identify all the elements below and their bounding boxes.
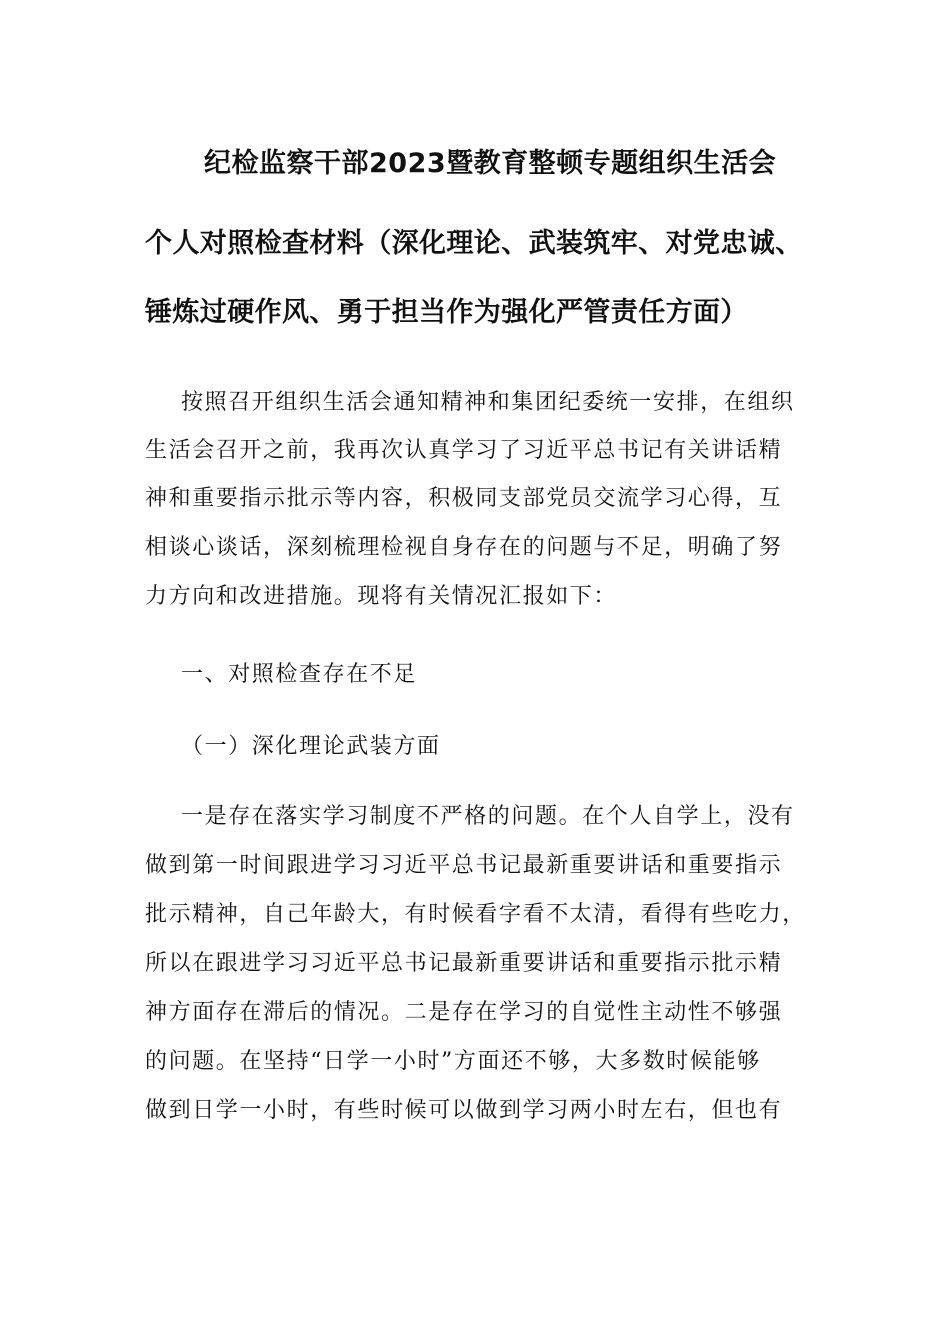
subsection-heading: （一）深化理论武装方面 (181, 734, 441, 759)
section-paragraph-line: 所以在跟进学习习近平总书记最新重要讲话和重要指示批示精 (145, 951, 783, 976)
section-paragraph-line: 神方面存在滞后的情况。二是存在学习的自觉性主动性不够强 (145, 1000, 783, 1025)
document-title-line-1: 纪检监察干部2023暨教育整顿专题组织生活会 (204, 148, 777, 179)
intro-paragraph-line: 神和重要指示批示等内容，积极同支部党员交流学习心得，互 (145, 486, 783, 511)
intro-paragraph-line: 生活会召开之前，我再次认真学习了习近平总书记有关讲话精 (145, 438, 783, 463)
section-paragraph-line: 的问题。在坚持“日学一小时”方面还不够，大多数时候能够 (145, 1049, 761, 1074)
intro-paragraph-line: 按照召开组织生活会通知精神和集团纪委统一安排，在组织 (181, 390, 795, 415)
section-paragraph-line: 批示精神，自己年龄大，有时候看字看不太清，看得有些吃力， (145, 902, 806, 927)
section-heading: 一、对照检查存在不足 (181, 662, 418, 687)
section-paragraph-line: 一是存在落实学习制度不严格的问题。在个人自学上，没有 (181, 804, 795, 829)
document-title-line-3: 锤炼过硬作风、勇于担当作为强化严管责任方面） (145, 297, 748, 328)
intro-paragraph-line: 相谈心谈话，深刻梳理检视自身存在的问题与不足，明确了努 (145, 535, 783, 560)
document-title-line-2: 个人对照检查材料（深化理论、武装筑牢、对党忠诚、 (145, 228, 803, 259)
intro-paragraph-line: 力方向和改进措施。现将有关情况汇报如下： (145, 584, 618, 609)
section-paragraph-line: 做到日学一小时，有些时候可以做到学习两小时左右，但也有 (145, 1098, 783, 1123)
section-paragraph-line: 做到第一时间跟进学习习近平总书记最新重要讲话和重要指示 (145, 853, 783, 878)
